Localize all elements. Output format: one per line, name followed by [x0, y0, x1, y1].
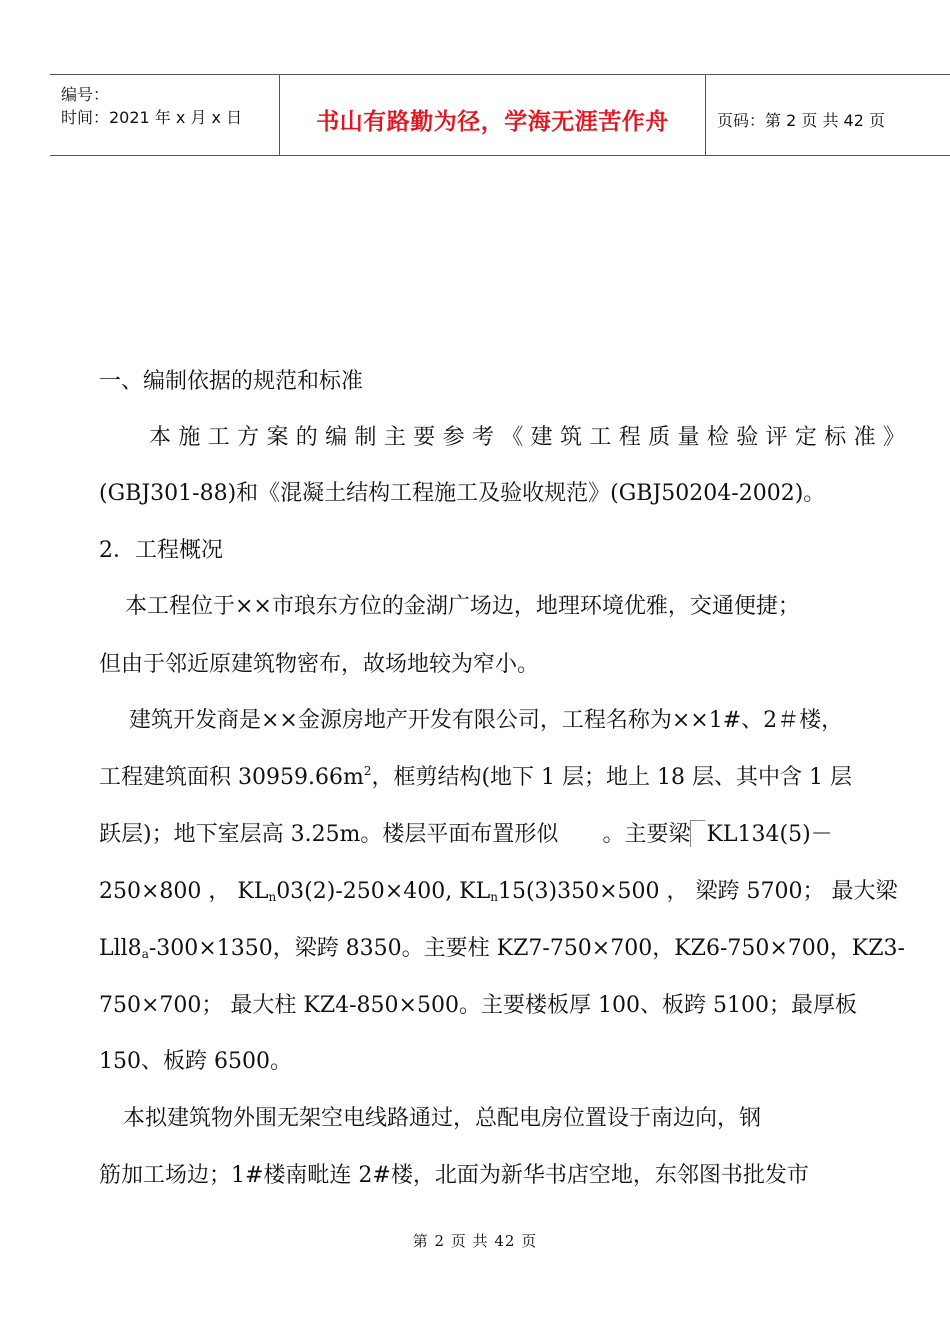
- document-number-label: 编号：: [61, 85, 110, 104]
- beam-size-text-2: 03(2)-250×400, KL: [276, 879, 491, 904]
- area-text: 工程建筑面积 30959.66m: [99, 765, 364, 790]
- basement-text: 跃层)；地下室层高 3.25m。楼层平面布置形似: [99, 822, 559, 847]
- subscript-a: a: [141, 947, 149, 961]
- subscript-n-2: n: [490, 890, 498, 904]
- max-beam-text: Lll8: [99, 936, 142, 961]
- paragraph-1-line-1: 本施工方案的编制主要参考《建筑工程质量检验评定标准》: [149, 425, 905, 450]
- beam-size-text-1: 250×800 ， KL: [99, 879, 269, 904]
- shape-placeholder-mark: [690, 820, 705, 847]
- paragraph-3-line-4: [99, 877, 898, 907]
- section-heading-2: 2．工程概况: [99, 538, 223, 563]
- paragraph-2-line-2: 但由于邻近原建筑物密布，故场地较为窄小。: [99, 652, 540, 677]
- header-page-cell: [706, 75, 950, 155]
- header-motto: 书山有路勤为径，学海无涯苦作舟: [316, 109, 669, 135]
- section-heading-1: 一、编制依据的规范和标准: [99, 369, 364, 394]
- paragraph-3-line-1: 建筑开发商是××金源房地产开发有限公司，工程名称为××1#、2＃楼，: [129, 708, 844, 733]
- paragraph-3-line-5: [99, 934, 905, 964]
- header-table: [50, 74, 950, 156]
- structure-text: ，框剪结构(地下 1 层；地上 18 层、其中含 1 层: [371, 765, 853, 790]
- paragraph-3-line-3: [99, 820, 833, 850]
- paragraph-4-line-1: 本拟建筑物外围无架空电线路通过，总配电房位置设于南边向，钢: [123, 1106, 762, 1131]
- paragraph-3-line-6: 750×700； 最大柱 KZ4-850×500。主要楼板厚 100、板跨 5100；最厚板: [99, 993, 857, 1018]
- beam-kl134-text: KL134(5)－: [706, 822, 833, 847]
- main-beam-text: 。主要梁: [602, 822, 691, 847]
- paragraph-3-line-7: 150、板跨 6500。: [99, 1049, 292, 1074]
- header-info-cell: [50, 75, 280, 155]
- area-superscript: 2: [363, 764, 372, 778]
- paragraph-2-line-1: 本工程位于××市琅东方位的金湖广场边，地理环境优雅，交通便捷；: [125, 594, 800, 619]
- document-time-label: 时间：2021 年 x 月 x 日: [61, 108, 243, 127]
- header-page-info: 页码：第 2 页 共 42 页: [717, 111, 885, 130]
- subscript-n-1: n: [268, 890, 277, 904]
- column-text: -300×1350，梁跨 8350。主要柱 KZ7-750×700，KZ6-750×700，KZ3-: [148, 936, 905, 961]
- paragraph-1-line-2: (GBJ301-88)和《混凝土结构工程施工及验收规范》(GBJ50204-2002)。: [99, 481, 826, 506]
- page-footer: 第 2 页 共 42 页: [412, 1232, 538, 1250]
- paragraph-3-line-2: [99, 763, 852, 793]
- beam-size-text-3: 15(3)350×500 ， 梁跨 5700； 最大梁: [497, 879, 898, 904]
- paragraph-4-line-2: 筋加工场边；1#楼南毗连 2#楼，北面为新华书店空地，东邻图书批发市: [99, 1163, 809, 1188]
- header-motto-cell: [280, 75, 706, 155]
